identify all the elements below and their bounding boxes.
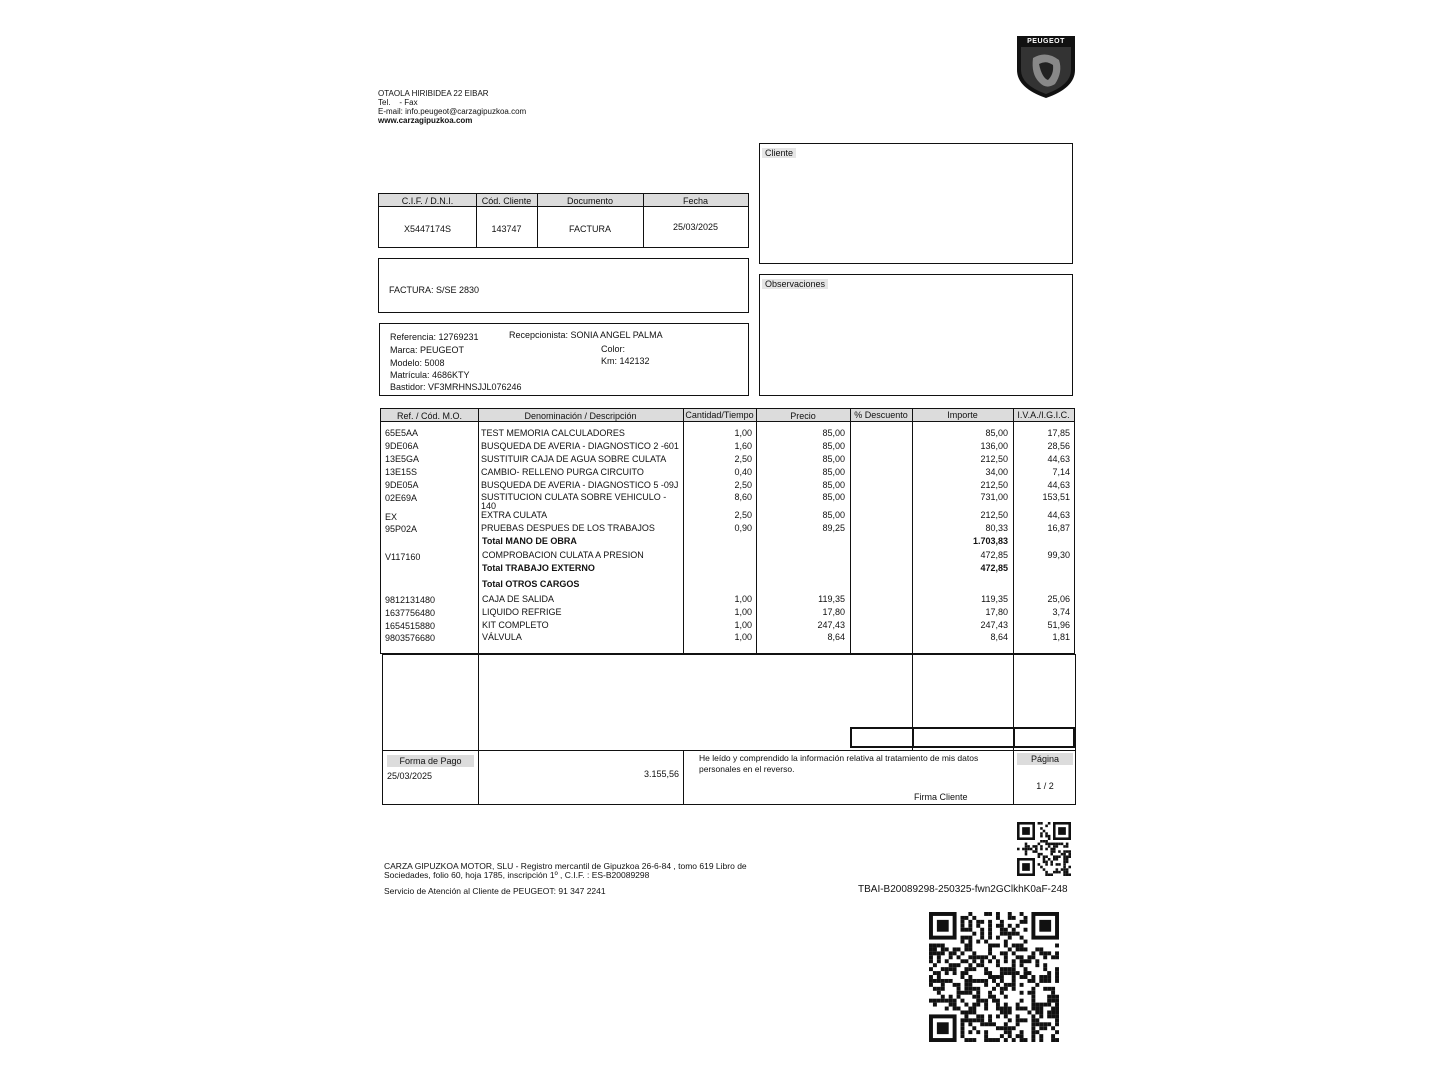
total-mano-obra-value: 1.703,83	[972, 536, 1008, 546]
cliente-label: Cliente	[762, 148, 796, 158]
vehicle-recepcionista: Recepcionista: SONIA ANGEL PALMA	[509, 330, 663, 340]
col-desc-header: Denominación / Descripción	[524, 411, 637, 421]
cod-cliente-value: 143747	[491, 224, 522, 234]
row-qty: 1,00	[734, 620, 752, 630]
row-iva: 16,87	[1047, 523, 1070, 533]
row-price: 85,00	[822, 480, 845, 490]
col-iva-header: I.V.A./I.G.I.C.	[1017, 410, 1070, 420]
fecha-label: Fecha	[682, 196, 708, 206]
row-qty: 1,00	[734, 632, 752, 642]
row-iva: 99,30	[1047, 550, 1070, 560]
total-trabajo-externo-label: Total TRABAJO EXTERNO	[482, 563, 595, 573]
row-qty: 1,60	[734, 441, 752, 451]
row-price: 17,80	[822, 607, 845, 617]
vehicle-referencia: Referencia: 12769231	[390, 332, 479, 342]
row-price: 89,25	[822, 523, 845, 533]
legal-line-2: Sociedades, folio 60, hoja 1785, inscripción 1º , C.I.F. : ES-B20089298	[384, 870, 650, 880]
tbai-code: TBAI-B20089298-250325-fwn2GClkhK0aF-248	[858, 884, 1068, 895]
row-iva: 153,51	[1042, 492, 1070, 502]
observaciones-label: Observaciones	[762, 279, 828, 289]
pagina-label: Página	[1017, 753, 1073, 765]
table-row	[381, 593, 1074, 605]
row-price: 85,00	[822, 492, 845, 502]
row-iva: 44,63	[1047, 480, 1070, 490]
row-qty: 1,00	[734, 594, 752, 604]
row-qty: 2,50	[734, 480, 752, 490]
row-ref: 1637756480	[385, 608, 436, 618]
col-importe-header: Importe	[947, 410, 978, 420]
row-price: 85,00	[822, 467, 845, 477]
row-importe: 17,80	[985, 607, 1008, 617]
total-otros-cargos-label: Total OTROS CARGOS	[482, 579, 580, 589]
row-importe: 731,00	[980, 492, 1008, 502]
row-importe: 119,35	[981, 594, 1008, 604]
total-trabajo-externo-row	[381, 562, 1074, 574]
row-qty: 1,00	[734, 428, 752, 438]
row-importe: 472,85	[980, 550, 1008, 560]
documento-label: Documento	[566, 196, 614, 206]
row-ref: 02E69A	[385, 493, 418, 503]
company-web: www.carzagipuzkoa.com	[378, 116, 473, 125]
row-qty: 1,00	[734, 607, 752, 617]
documento-value: FACTURA	[568, 224, 611, 234]
row-ref: V117160	[385, 552, 421, 562]
table-row	[381, 549, 1074, 561]
lines-table	[380, 408, 1075, 654]
row-price: 119,35	[818, 594, 845, 604]
table-row	[381, 522, 1074, 534]
row-qty: 0,90	[734, 523, 752, 533]
row-iva: 7,14	[1052, 467, 1070, 477]
total-mano-obra-label: Total MANO DE OBRA	[482, 536, 577, 546]
qr-code-small	[1017, 822, 1071, 876]
header-table	[378, 193, 749, 248]
cod-cliente-label: Cód. Cliente	[481, 196, 532, 206]
vehicle-bastidor: Bastidor: VF3MRHNSJJL076246	[390, 382, 522, 392]
row-desc: CAMBIO- RELLENO PURGA CIRCUITO	[481, 467, 644, 477]
row-price: 247,43	[817, 620, 845, 630]
row-iva: 3,74	[1052, 607, 1070, 617]
row-ref: 95P02A	[385, 524, 418, 534]
table-row	[381, 509, 1074, 521]
total-otros-cargos-row	[381, 578, 1074, 590]
row-desc-cont: 140	[481, 501, 497, 511]
vehicle-matricula: Matrícula: 4686KTY	[390, 370, 470, 380]
fecha-value: 25/03/2025	[672, 222, 719, 232]
row-iva: 44,63	[1047, 454, 1070, 464]
legal-line-3: Servicio de Atención al Cliente de PEUGEOT: 91 347 2241	[384, 886, 606, 896]
privacy-text-2: personales en el reverso.	[699, 764, 795, 774]
table-row	[381, 479, 1074, 491]
row-desc: LIQUIDO REFRIGE	[482, 607, 562, 617]
row-qty: 8,60	[734, 492, 752, 502]
row-ref: EX	[385, 512, 398, 522]
legal-line-1: CARZA GIPUZKOA MOTOR, SLU - Registro mercantil de Gipuzkoa 26-6-84 , tomo 619 Libro de	[384, 861, 747, 871]
peugeot-logo	[1015, 34, 1077, 100]
vehicle-box	[379, 323, 749, 396]
row-desc: SUSTITUCION CULATA SOBRE VEHICULO -	[481, 492, 667, 502]
col-qty-header: Cantidad/Tiempo	[685, 410, 754, 420]
row-importe: 212,50	[980, 480, 1008, 490]
row-ref: 1654515880	[385, 621, 436, 631]
col-price-header: Precio	[790, 411, 816, 421]
row-price: 8,64	[827, 632, 845, 642]
forma-pago-label: Forma de Pago	[387, 755, 474, 767]
col-discount-header: % Descuento	[854, 410, 908, 420]
row-importe: 212,50	[980, 454, 1008, 464]
row-ref: 65E5AA	[385, 428, 419, 438]
row-importe: 8,64	[990, 632, 1008, 642]
row-ref: 9812131480	[385, 595, 436, 605]
row-ref: 9DE06A	[385, 441, 419, 451]
factura-box	[378, 258, 749, 313]
row-ref: 13E15S	[385, 467, 418, 477]
row-iva: 1,81	[1052, 632, 1070, 642]
company-address: OTAOLA HIRIBIDEA 22 EIBAR	[378, 89, 489, 98]
row-importe: 136,00	[980, 441, 1008, 451]
totals-cell-box	[850, 727, 1075, 748]
row-ref: 9803576680	[385, 633, 436, 643]
row-price: 85,00	[822, 454, 845, 464]
col-ref-header: Ref. / Cód. M.O.	[396, 411, 463, 421]
factura-ref: FACTURA: S/SE 2830	[389, 285, 480, 295]
observaciones-box	[759, 274, 1073, 396]
row-desc: TEST MEMORIA CALCULADORES	[481, 428, 625, 438]
fecha-pago: 25/03/2025	[387, 771, 433, 781]
cif-label: C.I.F. / D.N.I.	[401, 196, 454, 206]
table-row	[381, 619, 1074, 631]
row-iva: 44,63	[1047, 510, 1070, 520]
pagina-value: 1 / 2	[1036, 781, 1054, 791]
row-importe: 212,50	[980, 510, 1008, 520]
logo-wordmark: PEUGEOT	[1027, 38, 1065, 45]
privacy-text-1: He leído y comprendido la información relativa al tratamiento de mis datos	[699, 753, 979, 763]
row-price: 85,00	[822, 441, 845, 451]
table-row	[381, 606, 1074, 618]
row-iva: 25,06	[1047, 594, 1070, 604]
company-email: E-mail: info.peugeot@carzagipuzkoa.com	[378, 107, 527, 116]
row-desc: PRUEBAS DESPUES DE LOS TRABAJOS	[481, 523, 655, 533]
table-row	[381, 466, 1074, 478]
row-iva: 28,56	[1047, 441, 1070, 451]
vehicle-color: Color:	[601, 344, 626, 354]
table-row	[381, 453, 1074, 465]
table-row	[381, 427, 1074, 439]
row-importe: 85,00	[985, 428, 1008, 438]
row-qty: 0,40	[734, 467, 752, 477]
row-desc: BUSQUEDA DE AVERIA - DIAGNOSTICO 2 -601	[481, 441, 679, 451]
row-ref: 13E5GA	[385, 454, 420, 464]
total-mano-obra-row	[381, 535, 1074, 547]
total-trabajo-externo-value: 472,85	[980, 563, 1008, 573]
row-desc: COMPROBACION CULATA A PRESION	[482, 550, 644, 560]
row-importe: 80,33	[985, 523, 1008, 533]
row-desc: VÁLVULA	[482, 632, 522, 642]
row-desc: EXTRA CULATA	[481, 510, 548, 520]
row-desc: KIT COMPLETO	[482, 620, 549, 630]
row-price: 85,00	[822, 428, 845, 438]
row-desc: CAJA DE SALIDA	[482, 594, 555, 604]
cif-value: X5447174S	[403, 224, 452, 234]
row-price: 85,00	[822, 510, 845, 520]
qr-code-tbai	[929, 912, 1059, 1042]
row-qty: 2,50	[734, 510, 752, 520]
vehicle-marca: Marca: PEUGEOT	[390, 345, 465, 355]
company-tel-fax: Tel. - Fax	[378, 98, 418, 107]
table-row	[381, 440, 1074, 452]
row-desc: SUSTITUIR CAJA DE AGUA SOBRE CULATA	[481, 454, 667, 464]
firma-cliente: Firma Cliente	[914, 792, 968, 802]
cliente-box	[759, 143, 1073, 264]
vehicle-km: Km: 142132	[601, 356, 650, 366]
row-importe: 34,00	[985, 467, 1008, 477]
row-desc: BUSQUEDA DE AVERIA - DIAGNOSTICO 5 -09J	[481, 480, 679, 490]
total-amount: 3.155,56	[643, 769, 679, 779]
row-iva: 17,85	[1047, 428, 1070, 438]
table-row	[381, 631, 1074, 643]
totals-table	[382, 654, 1076, 751]
vehicle-modelo: Modelo: 5008	[390, 358, 445, 368]
row-qty: 2,50	[734, 454, 752, 464]
row-ref: 9DE05A	[385, 480, 419, 490]
row-importe: 247,43	[980, 620, 1008, 630]
row-iva: 51,96	[1047, 620, 1070, 630]
payment-box	[382, 750, 1076, 805]
